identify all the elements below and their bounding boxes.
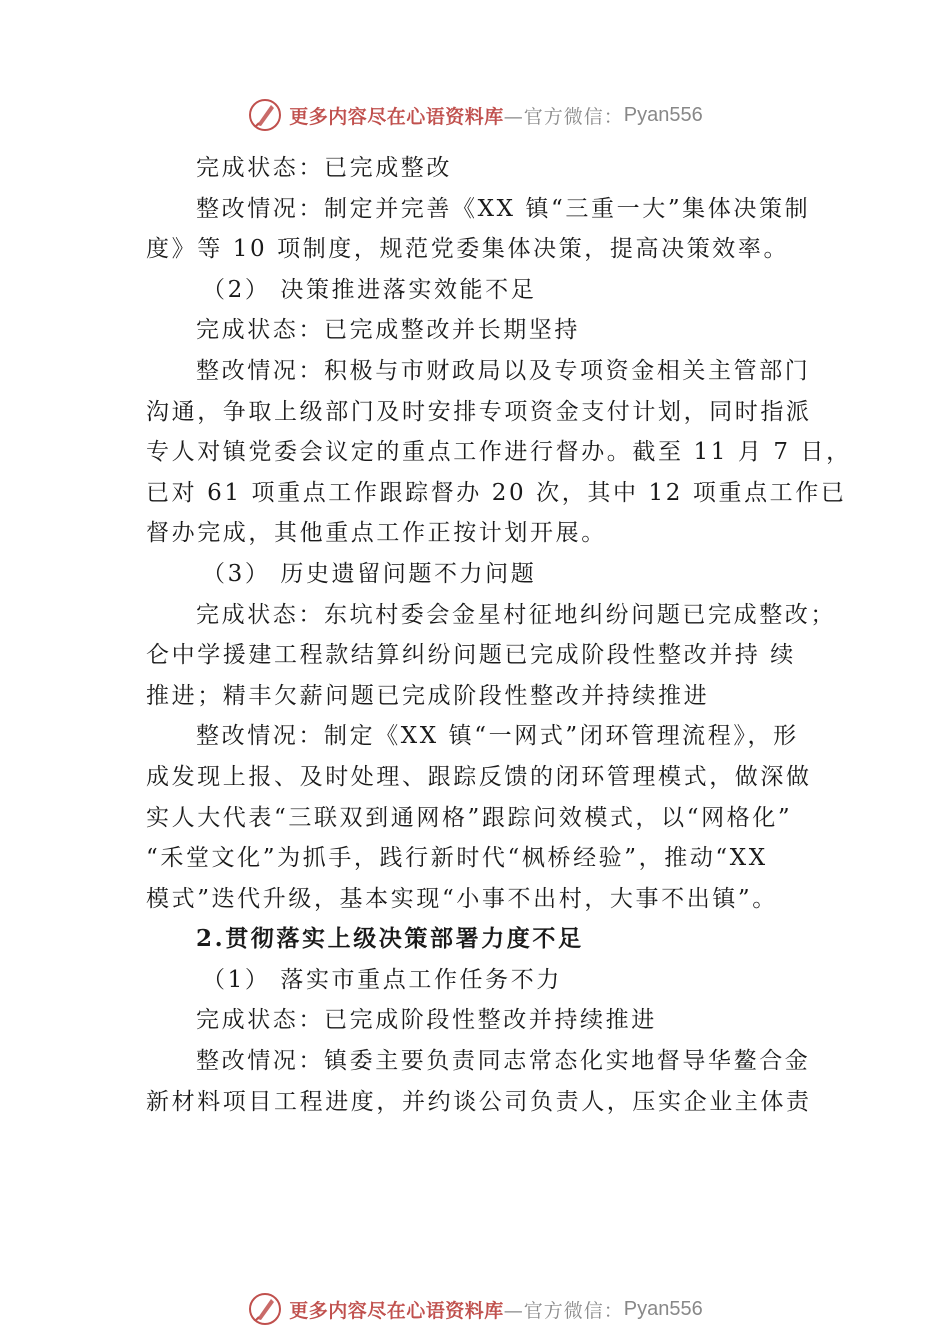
body-line: 度》等 10 项制度，规范党委集体决策，提高决策效率。: [146, 236, 790, 263]
subsection-heading: （2） 决策推进落实效能不足: [202, 276, 537, 303]
watermark-brand-text: 更多内容尽在心语资料库: [289, 105, 504, 128]
watermark-wechat-id: Pyan556: [623, 103, 703, 126]
body-line: 完成状态：东坑村委会金星村征地纠纷问题已完成整改；: [196, 601, 836, 628]
body-line: 完成状态：已完成整改并长期坚持: [196, 317, 580, 344]
subsection-heading: （3） 历史遗留问题不力问题: [202, 560, 537, 587]
body-line: 仑中学援建工程款结算纠纷问题已完成阶段性整改并持 续: [146, 642, 796, 669]
header-watermark: [0, 95, 950, 135]
body-line: 督办完成，其他重点工作正按计划开展。: [146, 520, 607, 547]
subsection-heading: （1） 落实市重点工作任务不力: [202, 966, 562, 993]
body-line: 模式”迭代升级，基本实现“小事不出村，大事不出镇”。: [146, 885, 778, 912]
body-line: 整改情况：镇委主要负责同志常态化实地督导华鳌合金: [196, 1048, 811, 1075]
watermark-wechat-label: —官方微信：: [503, 1299, 624, 1322]
body-line: 整改情况：制定并完善《XX 镇“三重一大”集体决策制: [196, 195, 811, 222]
body-line: 整改情况：制定《XX 镇“一网式”闭环管理流程》，形: [196, 723, 799, 750]
body-line: 沟通，争取上级部门及时安排专项资金支付计划，同时指派: [146, 398, 812, 425]
watermark-wechat-label: —官方微信：: [503, 105, 624, 128]
body-line: 推进；精丰欠薪问题已完成阶段性整改并持续推进: [146, 682, 710, 709]
quill-logo-icon: [247, 1291, 283, 1327]
body-line: 成发现上报、及时处理、跟踪反馈的闭环管理模式，做深做: [146, 763, 812, 790]
footer-watermark: [0, 1289, 950, 1329]
body-line: “禾堂文化”为抓手，践行新时代“枫桥经验”，推动“XX: [146, 845, 768, 872]
document-body: [146, 148, 852, 1122]
body-line: 整改情况：积极与市财政局以及专项资金相关主管部门: [196, 357, 811, 384]
body-line: 已对 61 项重点工作跟踪督办 20 次，其中 12 项重点工作已: [146, 479, 847, 506]
section-heading: 2.贯彻落实上级决策部署力度不足: [196, 925, 584, 953]
body-line: 专人对镇党委会议定的重点工作进行督办。截至 11 月 7 日，: [146, 439, 852, 466]
body-line: 实人大代表“三联双到通网格”跟踪问效模式，以“网格化”: [146, 804, 793, 831]
body-line: 新材料项目工程进度，并约谈公司负责人，压实企业主体责: [146, 1088, 812, 1115]
watermark-wechat-id: Pyan556: [623, 1297, 703, 1320]
quill-logo-icon: [247, 97, 283, 133]
watermark-brand-text: 更多内容尽在心语资料库: [289, 1299, 504, 1322]
body-line: 完成状态：已完成阶段性整改并持续推进: [196, 1007, 657, 1034]
body-line: 完成状态：已完成整改: [196, 155, 452, 181]
